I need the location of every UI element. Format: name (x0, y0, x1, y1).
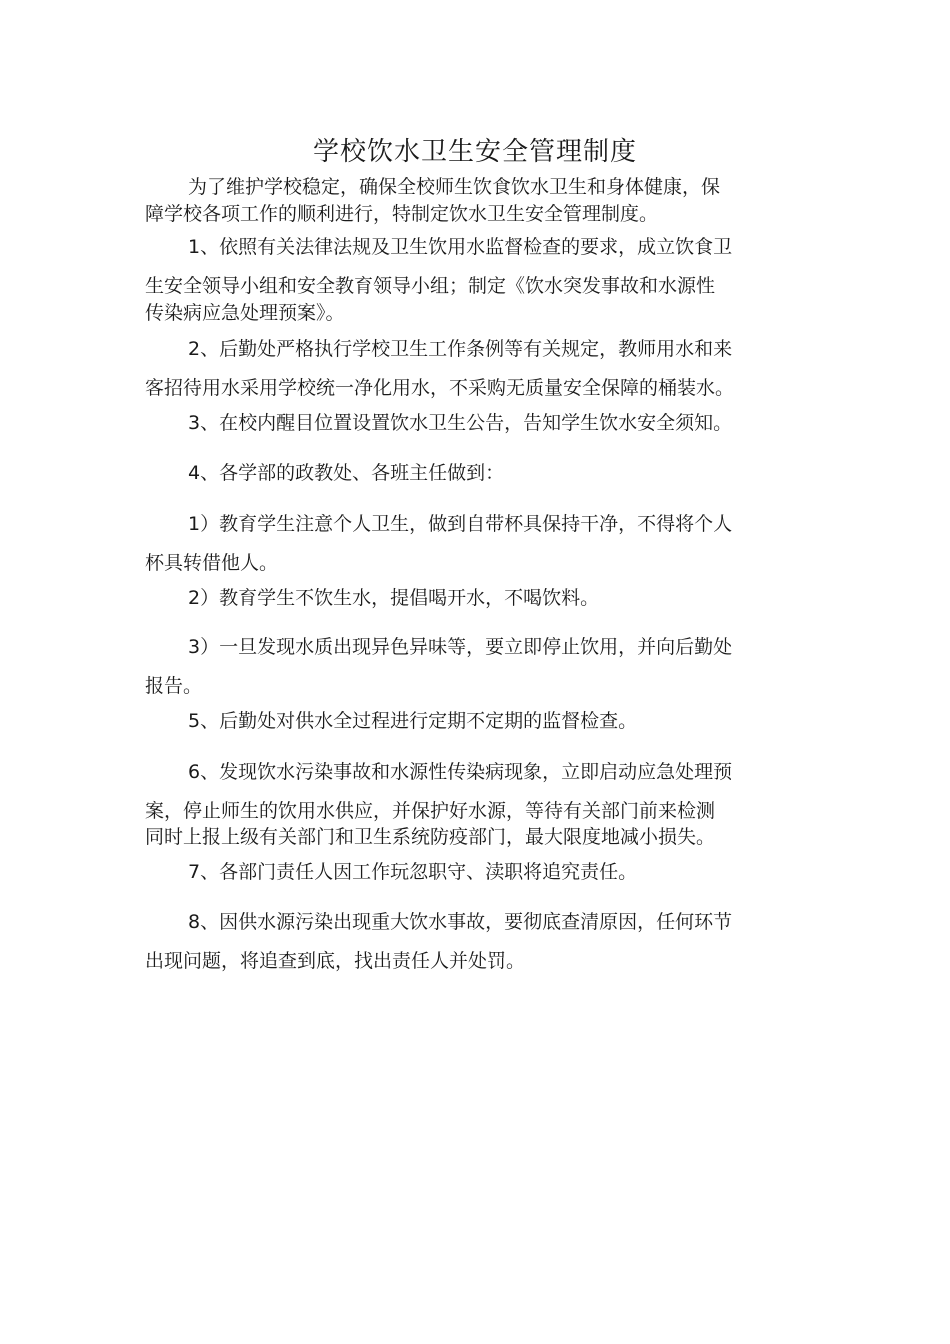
paragraph-item-6-line-1: 6、发现饮水污染事故和水源性传染病现象，立即启动应急处理预 (188, 761, 733, 783)
paragraph-item-7: 7、各部门责任人因工作玩忽职守、渎职将追究责任。 (188, 861, 638, 883)
paragraph-item-4: 4、各学部的政教处、各班主任做到： (188, 462, 505, 484)
paragraph-item-1-line-2: 生安全领导小组和安全教育领导小组；制定《饮水突发事故和水源性 (145, 275, 716, 297)
paragraph-item-6-line-2: 案，停止师生的饮用水供应，并保护好水源，等待有关部门前来检测 (145, 800, 716, 822)
paragraph-item-3: 3、在校内醒目位置设置饮水卫生公告，告知学生饮水安全须知。 (188, 412, 733, 434)
paragraph-intro-line-1: 为了维护学校稳定，确保全校师生饮食饮水卫生和身体健康，保 (188, 176, 721, 198)
paragraph-sub-2: 2）教育学生不饮生水，提倡喝开水，不喝饮料。 (188, 587, 600, 609)
paragraph-item-5: 5、后勤处对供水全过程进行定期不定期的监督检查。 (188, 710, 638, 732)
paragraph-item-2-line-2: 客招待用水采用学校统一净化用水，不采购无质量安全保障的桶装水。 (145, 377, 735, 399)
paragraph-item-6-line-3: 同时上报上级有关部门和卫生系统防疫部门，最大限度地减小损失。 (145, 826, 716, 848)
paragraph-sub-1-line-2: 杯具转借他人。 (145, 552, 279, 574)
paragraph-item-8-line-2: 出现问题，将追查到底，找出责任人并处罚。 (145, 950, 526, 972)
document-title: 学校饮水卫生安全管理制度 (312, 137, 637, 167)
paragraph-sub-3-line-1: 3）一旦发现水质出现异色异味等，要立即停止饮用，并向后勤处 (188, 636, 733, 658)
paragraph-item-8-line-1: 8、因供水源污染出现重大饮水事故，要彻底查清原因，任何环节 (188, 911, 733, 933)
paragraph-item-2-line-1: 2、后勤处严格执行学校卫生工作条例等有关规定，教师用水和来 (188, 338, 733, 360)
paragraph-sub-1-line-1: 1）教育学生注意个人卫生，做到自带杯具保持干净，不得将个人 (188, 513, 733, 535)
paragraph-item-1-line-1: 1、依照有关法律法规及卫生饮用水监督检查的要求，成立饮食卫 (188, 236, 733, 258)
paragraph-item-1-line-3: 传染病应急处理预案》。 (145, 302, 345, 324)
paragraph-sub-3-line-2: 报告。 (145, 675, 203, 697)
paragraph-intro-line-2: 障学校各项工作的顺利进行，特制定饮水卫生安全管理制度。 (145, 203, 659, 225)
